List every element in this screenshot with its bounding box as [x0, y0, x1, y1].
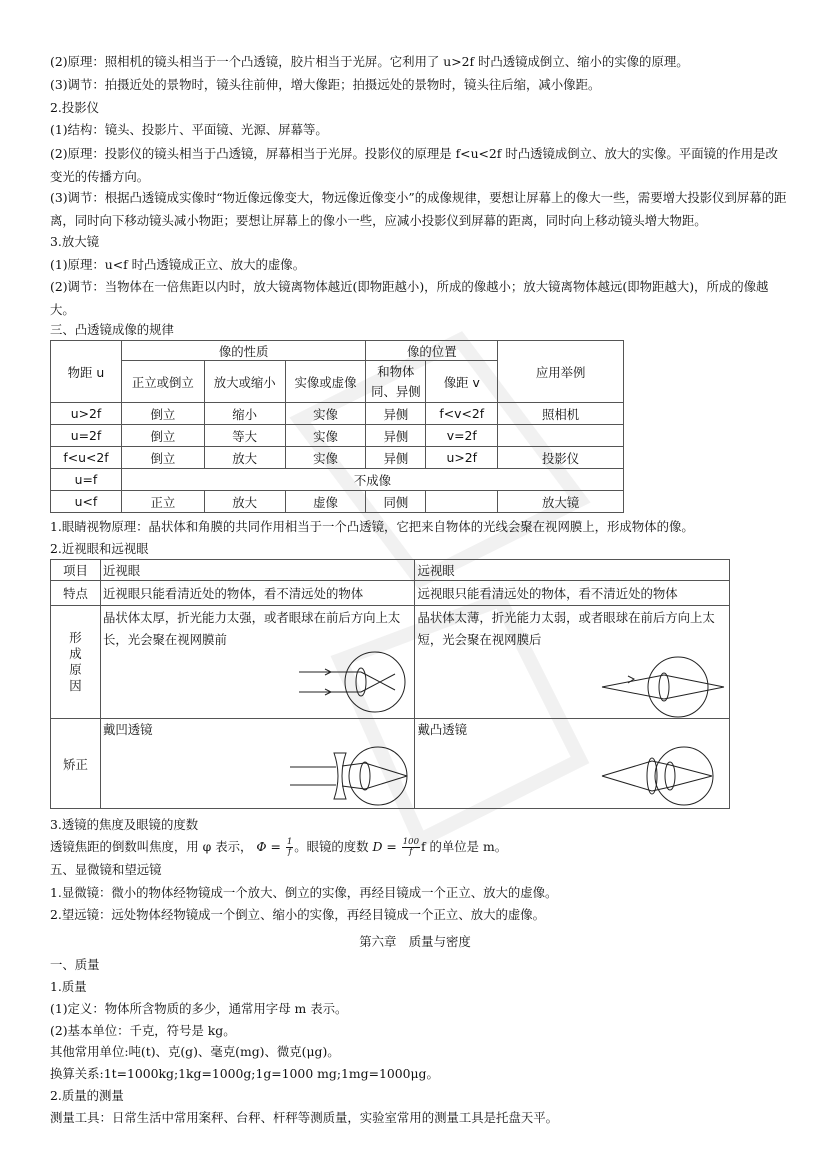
col-header-myopia: 近视眼	[100, 560, 415, 581]
col-header-size: 放大或缩小	[204, 361, 285, 403]
table-row	[51, 447, 624, 469]
col-header-image-position: 像的位置	[366, 341, 498, 361]
text-telescope: 2.望远镜：远处物体经物镜成一个倒立、缩小的实像，再经目镜成一个正立、放大的虚像。	[50, 907, 546, 922]
cell-myopia-cause: 晶状体太厚，折光能力太强，或者眼球在前后方向上太长，光会聚在视网膜前	[102, 610, 401, 647]
cell-size: 缩小	[204, 403, 285, 425]
cell-side: 异侧	[366, 447, 426, 469]
table-row	[51, 425, 624, 447]
heading-mass: 一、质量	[50, 957, 100, 972]
cell-hyperopia-features: 远视眼只能看清远处的物体，看不清近处的物体	[415, 581, 730, 606]
hyperopia-eye-diagram	[600, 655, 730, 725]
cell-myopia-features: 近视眼只能看清近处的物体，看不清远处的物体	[100, 581, 415, 606]
col-header-side: 和物体同、异侧	[366, 361, 426, 403]
lens-power-text-c: f 的单位是 m。	[420, 839, 508, 854]
text-microscope: 1.显微镜：微小的物体经物镜成一个放大、倒立的实像，再经目镜成一个正立、放大的虚像。	[50, 885, 558, 900]
text-camera-principle: (2)原理：照相机的镜头相当于一个凸透镜，胶片相当于光屏。它利用了 u>2f 时凸透镜成倒立、缩小的实像的原理。	[50, 54, 689, 69]
text-magnifier-principle: (1)原理：u<f 时凸透镜成正立、放大的虚像。	[50, 257, 306, 272]
cell-orientation: 倒立	[121, 425, 204, 447]
col-header-hyperopia: 远视眼	[415, 560, 730, 581]
heading-projector: 2.投影仪	[50, 100, 99, 115]
table-row	[51, 403, 624, 425]
text-projector-structure: (1)结构：镜头、投影片、平面镜、光源、屏幕等。	[50, 122, 328, 137]
heading-mass-1: 1.质量	[50, 979, 87, 994]
text-mass-definition: (1)定义：物体所含物质的多少，通常用字母 m 表示。	[50, 1001, 348, 1016]
cell-hyperopia-correction: 戴凸透镜	[415, 719, 730, 809]
row-label-correction: 矫正	[51, 719, 101, 809]
heading-microscope-telescope: 五、显微镜和望远镜	[50, 862, 162, 877]
cell-image-distance: u>2f	[426, 447, 498, 469]
cell-size: 放大	[204, 447, 285, 469]
cell-size: 等大	[204, 425, 285, 447]
text-unit-conversion: 换算关系:1t=1000kg;1kg=1000g;1g=1000 mg;1mg=1000μg。	[50, 1066, 439, 1081]
cell-image-distance: f<v<2f	[426, 403, 498, 425]
cell-real-virtual: 实像	[285, 447, 366, 469]
cell-side: 异侧	[366, 425, 426, 447]
text-magnifier-adjust: (2)调节：当物体在一倍焦距以内时，放大镜离物体越近(即物距越小)，所成的像越小；放大镜离物体越远(即物距越大)，所成的像越大。	[50, 279, 769, 317]
row-label-features: 特点	[51, 581, 101, 606]
cell-image-distance: v=2f	[426, 425, 498, 447]
cell-hyperopia-cause: 晶状体太薄，折光能力太弱，或者眼球在前后方向上太短，光会聚在视网膜后	[417, 610, 715, 647]
heading-lens-rules: 三、凸透镜成像的规律	[50, 322, 174, 337]
cell-size: 放大	[204, 491, 285, 513]
col-header-orientation: 正立或倒立	[121, 361, 204, 403]
fraction-hundred-over-f: $\frac{100}{f}$	[402, 837, 419, 857]
cell-distance: f<u<2f	[51, 447, 122, 469]
heading-lens-power: 3.透镜的焦度及眼镜的度数	[50, 817, 199, 832]
cell-real-virtual: 实像	[285, 403, 366, 425]
col-header-item: 项目	[51, 560, 101, 581]
col-header-application: 应用举例	[498, 341, 624, 403]
chapter-title: 第六章 质量与密度	[359, 934, 471, 949]
text-mass-unit: (2)基本单位：千克，符号是 kg。	[50, 1023, 236, 1038]
cell-myopia-correction: 戴凹透镜	[100, 719, 415, 809]
cell-distance: u=2f	[51, 425, 122, 447]
heading-myopia-hyperopia: 2.近视眼和远视眼	[50, 541, 149, 556]
text-lens-power	[50, 835, 790, 859]
cell-real-virtual: 实像	[285, 425, 366, 447]
cell-no-image: 不成像	[121, 469, 623, 491]
text-other-units: 其他常用单位:吨(t)、克(g)、毫克(mg)、微克(μg)。	[50, 1044, 340, 1059]
cell-distance: u<f	[51, 491, 122, 513]
cell-application	[498, 425, 624, 447]
myopia-correction-diagram	[290, 745, 415, 807]
lens-power-text-b: 。眼镜的度数	[294, 839, 369, 854]
cell-side: 异侧	[366, 403, 426, 425]
table-row	[51, 491, 624, 513]
text-projector-principle: (2)原理：投影仪的镜头相当于凸透镜，屏幕相当于光屏。投影仪的原理是 f<u<2f 时凸透镜成倒立、放大的实像。平面镜的作用是改变光的传播方向。	[50, 146, 778, 184]
col-header-real-virtual: 实像或虚像	[285, 361, 366, 403]
col-header-image-distance: 像距 v	[426, 361, 498, 403]
cell-orientation: 正立	[121, 491, 204, 513]
col-header-image-properties: 像的性质	[121, 341, 365, 361]
table-row	[51, 469, 624, 491]
myopia-eye-diagram	[295, 650, 410, 720]
cell-application: 投影仪	[498, 447, 624, 469]
fraction-one-over-f: $\frac{1}{f}$	[286, 837, 293, 857]
heading-mass-measure: 2.质量的测量	[50, 1088, 124, 1103]
text-measure-tools: 测量工具：日常生活中常用案秤、台秤、杆秤等测质量，实验室常用的测量工具是托盘天平。	[50, 1110, 559, 1125]
lens-power-text-a: 透镜焦距的倒数叫焦度，用 φ 表示，	[50, 839, 253, 854]
cell-image-distance	[426, 491, 498, 513]
cell-side: 同侧	[366, 491, 426, 513]
cell-distance: u=f	[51, 469, 122, 491]
heading-magnifier: 3.放大镜	[50, 234, 99, 249]
cell-application: 照相机	[498, 403, 624, 425]
hyperopia-correction-diagram	[600, 745, 730, 807]
text-projector-adjust: (3)调节：根据凸透镜成实像时“物近像远像变大，物远像近像变小”的成像规律，要想让屏幕上的像大一些，需要增大投影仪到屏幕的距离，同时向下移动镜头减小物距；要想让屏幕上的像小一些，应减小投影仪到屏幕的距离，同时向上移动镜头增大物距。	[50, 190, 787, 228]
text-camera-adjust: (3)调节：拍摄近处的景物时，镜头往前伸，增大像距；拍摄远处的景物时，镜头往后缩，减小像距。	[50, 77, 601, 92]
col-header-distance: 物距 u	[51, 341, 122, 403]
cell-distance: u>2f	[51, 403, 122, 425]
cell-application: 放大镜	[498, 491, 624, 513]
cell-orientation: 倒立	[121, 403, 204, 425]
row-label-cause: 形成原因	[69, 630, 82, 693]
formula-phi: Φ =	[256, 839, 281, 854]
lens-rules-table	[50, 340, 624, 513]
cell-orientation: 倒立	[121, 447, 204, 469]
text-eye-principle: 1.眼睛视物原理：晶状体和角膜的共同作用相当于一个凸透镜，它把来自物体的光线会聚在视网膜上，形成物体的像。	[50, 519, 694, 534]
cell-real-virtual: 虚像	[285, 491, 366, 513]
formula-d: D =	[372, 839, 397, 854]
